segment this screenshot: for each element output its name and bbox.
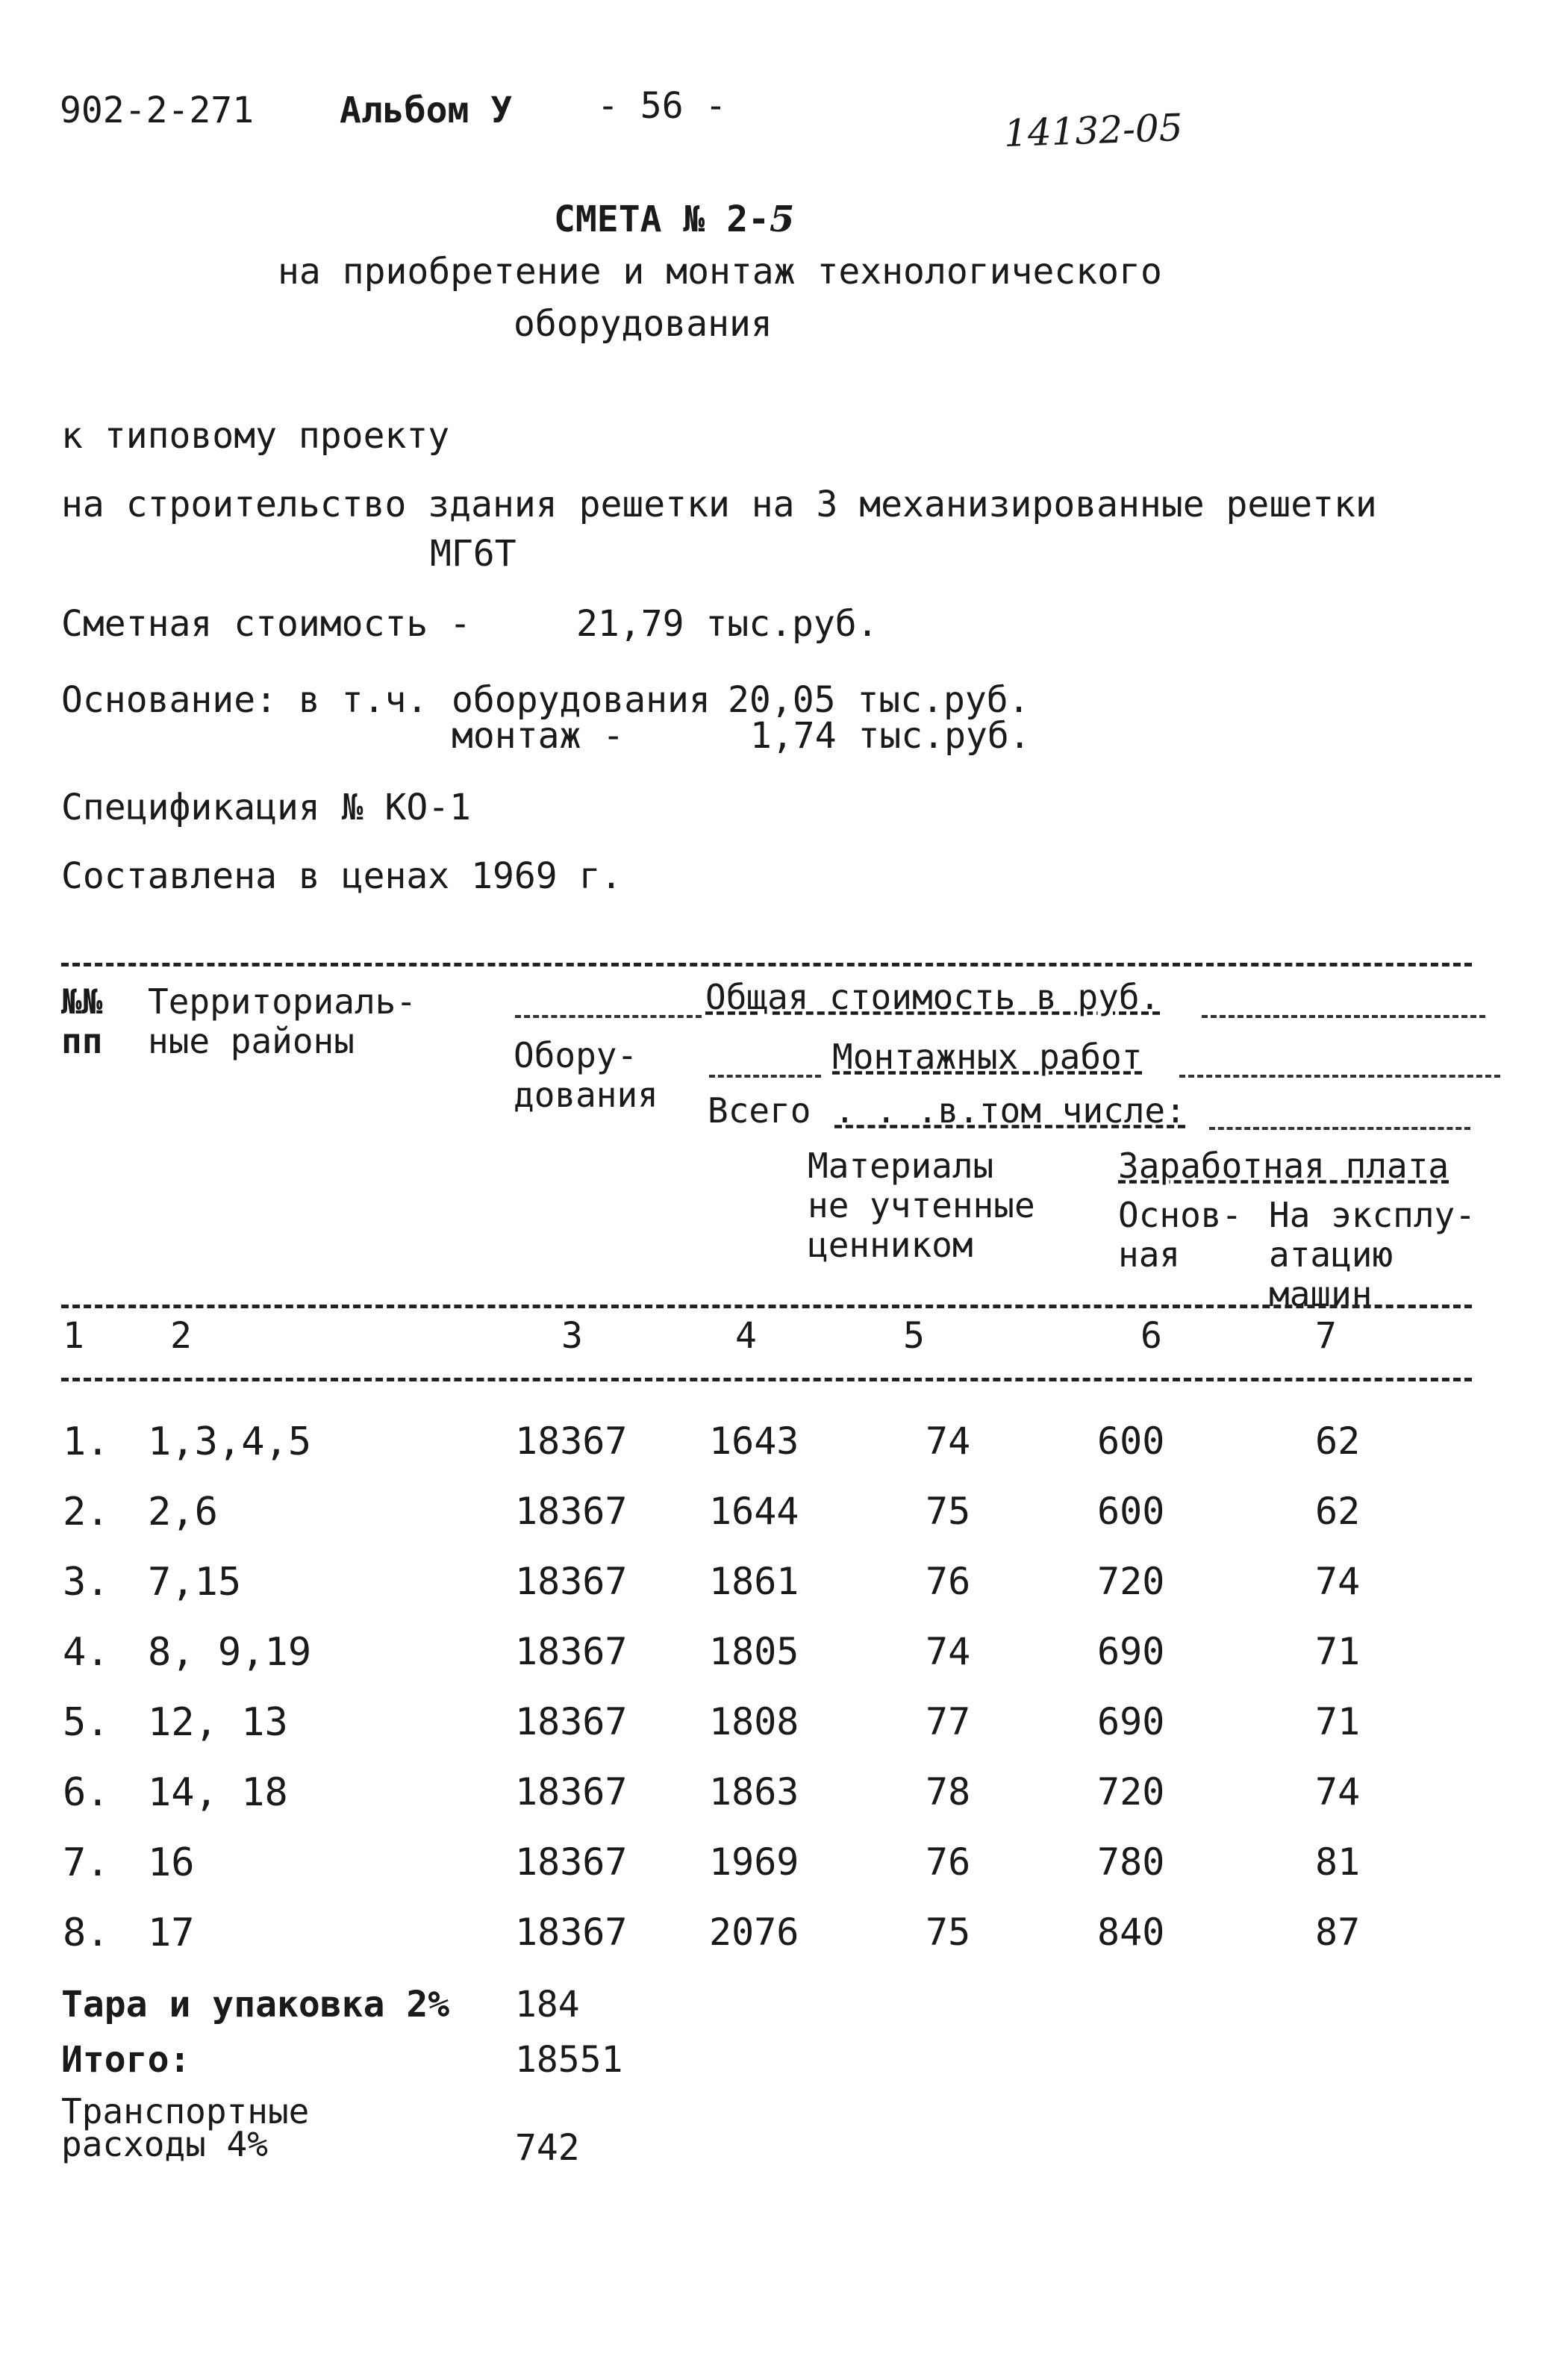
row-total: 1805: [709, 1630, 799, 1673]
montage-value: 1,74 тыс.руб.: [750, 715, 1031, 757]
row-number: 4.: [63, 1630, 110, 1675]
to-project-label: к типовому проекту: [61, 415, 450, 457]
row-basic-wage: 720: [1097, 1560, 1165, 1603]
row-materials: 78: [926, 1770, 971, 1814]
table-row: [0, 1700, 1551, 1752]
row-number: 8.: [63, 1911, 110, 1955]
row-machine-wage: 74: [1315, 1770, 1361, 1814]
row-materials: 75: [926, 1911, 971, 1954]
row-regions: 17: [148, 1911, 195, 1955]
basis-label: Основание: в т.ч.: [61, 679, 428, 721]
handwritten-reference: 14132-05: [1003, 105, 1184, 156]
col-num-7: 7: [1315, 1315, 1337, 1357]
row-equipment: 18367: [515, 1560, 628, 1603]
col-basic-header: Основ- ная: [1118, 1195, 1243, 1275]
transport-value: 742: [515, 2127, 580, 2169]
row-basic-wage: 600: [1097, 1419, 1165, 1463]
packaging-value: 184: [515, 1984, 580, 2026]
total-value: 18551: [515, 2039, 623, 2081]
column-numbers-rule: [61, 1378, 1472, 1381]
table-row: [0, 1840, 1551, 1893]
row-number: 1.: [63, 1419, 110, 1464]
row-number: 7.: [63, 1840, 110, 1885]
row-materials: 77: [926, 1700, 971, 1743]
col-equipment-header: Обору- дования: [514, 1035, 658, 1115]
total-cost-rule-right: [1202, 1015, 1485, 1018]
row-basic-wage: 840: [1097, 1911, 1165, 1954]
row-machine-wage: 71: [1315, 1700, 1361, 1743]
row-total: 1643: [709, 1419, 799, 1463]
album-label: Альбом У: [340, 90, 513, 131]
row-materials: 75: [926, 1490, 971, 1533]
row-machine-wage: 87: [1315, 1911, 1361, 1954]
row-machine-wage: 71: [1315, 1630, 1361, 1673]
estimate-subtitle-line1: на приобретение и монтаж технологического: [278, 251, 1162, 293]
row-materials: 76: [926, 1560, 971, 1603]
table-row: [0, 1560, 1551, 1612]
col-num-5: 5: [903, 1315, 925, 1357]
row-equipment: 18367: [515, 1840, 628, 1884]
including-rule-right: [1209, 1127, 1470, 1130]
specification-label: Спецификация № КО-1: [61, 787, 472, 828]
row-materials: 76: [926, 1840, 971, 1884]
page-number: - 56 -: [597, 85, 727, 127]
row-equipment: 18367: [515, 1700, 628, 1743]
row-regions: 16: [148, 1840, 195, 1885]
row-basic-wage: 600: [1097, 1490, 1165, 1533]
table-row: [0, 1630, 1551, 1682]
row-equipment: 18367: [515, 1419, 628, 1463]
row-machine-wage: 74: [1315, 1560, 1361, 1603]
document-code: 902-2-271: [60, 90, 255, 131]
col-num-4: 4: [735, 1315, 757, 1357]
row-regions: 14, 18: [148, 1770, 288, 1815]
header-bottom-rule: [61, 1305, 1472, 1308]
col-montage-header: Монтажных работ: [832, 1037, 1143, 1077]
table-row: [0, 1770, 1551, 1823]
row-regions: 8, 9,19: [148, 1630, 312, 1675]
table-row: [0, 1911, 1551, 1963]
row-total: 1808: [709, 1700, 799, 1743]
row-total: 1863: [709, 1770, 799, 1814]
col-including-header: . . .в.том числе:: [834, 1090, 1186, 1131]
col-num-1: 1: [63, 1315, 84, 1357]
row-basic-wage: 690: [1097, 1630, 1165, 1673]
row-machine-wage: 62: [1315, 1419, 1361, 1463]
row-basic-wage: 690: [1097, 1700, 1165, 1743]
total-cost-header: Общая стоимость в руб.: [705, 977, 1161, 1017]
packaging-label: Тара и упаковка 2%: [61, 1984, 450, 2026]
transport-label: Транспортные расходы 4%: [61, 2091, 310, 2164]
col-wages-header: Заработная плата: [1118, 1146, 1449, 1186]
table-row: [0, 1490, 1551, 1542]
row-machine-wage: 81: [1315, 1840, 1361, 1884]
row-machine-wage: 62: [1315, 1490, 1361, 1533]
col-total-header: Всего: [708, 1090, 811, 1131]
total-cost-rule-left: [515, 1015, 702, 1018]
row-equipment: 18367: [515, 1770, 628, 1814]
construction-line1: на строительство здания решетки на 3 механизированные решетки: [61, 484, 1377, 525]
estimated-cost-label: Сметная стоимость -: [61, 603, 472, 645]
equipment-value: 20,05 тыс.руб.: [728, 679, 1030, 721]
equipment-label: оборудования: [452, 679, 711, 721]
row-materials: 74: [926, 1419, 971, 1463]
row-regions: 12, 13: [148, 1700, 288, 1745]
row-total: 2076: [709, 1911, 799, 1954]
construction-line2: МГ6Т: [430, 533, 517, 575]
row-basic-wage: 780: [1097, 1840, 1165, 1884]
col-materials-header: Материалы не учтенные ценником: [808, 1146, 1035, 1265]
montage-rule-left: [709, 1075, 821, 1078]
table-top-rule: [61, 963, 1472, 966]
row-regions: 7,15: [148, 1560, 242, 1605]
montage-rule-right: [1179, 1075, 1500, 1078]
row-number: 3.: [63, 1560, 110, 1605]
row-materials: 74: [926, 1630, 971, 1673]
col-num-6: 6: [1140, 1315, 1162, 1357]
prices-note: Составлена в ценах 1969 г.: [61, 855, 622, 897]
col-number-header: №№ пп: [61, 981, 103, 1061]
row-total: 1644: [709, 1490, 799, 1533]
row-total: 1861: [709, 1560, 799, 1603]
row-equipment: 18367: [515, 1630, 628, 1673]
col-num-3: 3: [561, 1315, 583, 1357]
row-number: 5.: [63, 1700, 110, 1745]
row-number: 2.: [63, 1490, 110, 1534]
montage-label: монтаж -: [452, 715, 625, 757]
total-label: Итого:: [61, 2039, 191, 2081]
row-equipment: 18367: [515, 1490, 628, 1533]
row-regions: 1,3,4,5: [148, 1419, 312, 1464]
table-row: [0, 1419, 1551, 1472]
row-basic-wage: 720: [1097, 1770, 1165, 1814]
row-regions: 2,6: [148, 1490, 218, 1534]
col-regions-header: Территориаль- ные районы: [148, 981, 417, 1061]
row-total: 1969: [709, 1840, 799, 1884]
row-number: 6.: [63, 1770, 110, 1815]
estimate-title: СМЕТА № 2-5: [554, 199, 795, 240]
col-machine-header: На эксплу- атацию машин: [1269, 1195, 1476, 1314]
estimated-cost-value: 21,79 тыс.руб.: [576, 603, 879, 645]
estimate-subtitle-line2: оборудования: [514, 303, 773, 345]
col-num-2: 2: [170, 1315, 192, 1357]
row-equipment: 18367: [515, 1911, 628, 1954]
